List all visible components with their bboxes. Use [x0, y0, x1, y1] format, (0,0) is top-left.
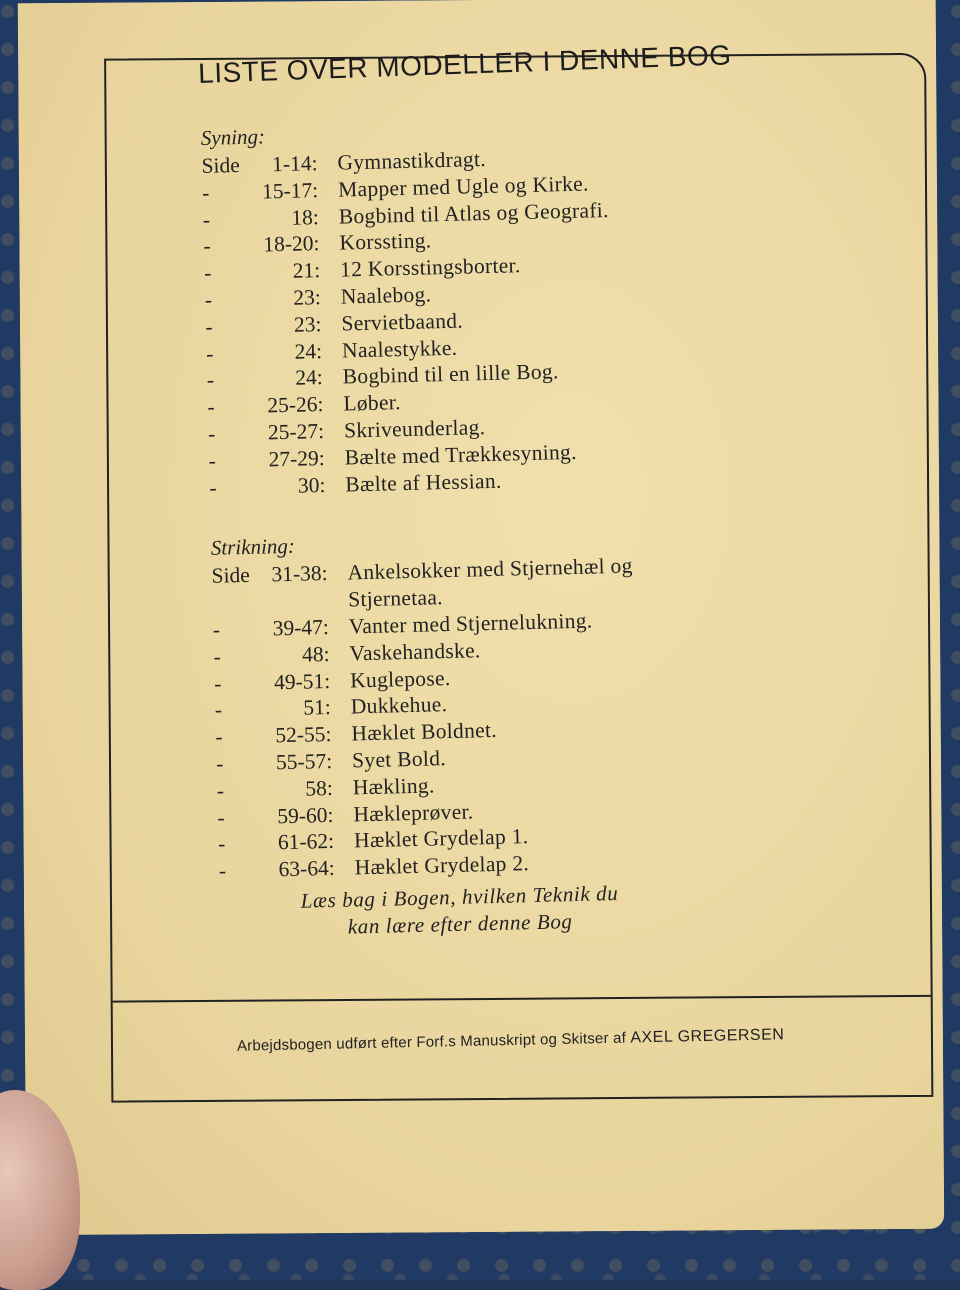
row-prefix: - [203, 234, 211, 259]
row-pages: 25-26: [266, 392, 324, 418]
row-prefix: - [204, 287, 213, 312]
row-model: Ankelsokker med Stjernehæl og [347, 553, 633, 585]
row-model: Hækleprøver. [353, 799, 474, 826]
row-pages: 51: [303, 695, 332, 720]
note-line: Læs bag i Bogen, hvilken Teknik du [300, 880, 619, 913]
row-model: Syet Bold. [351, 746, 447, 773]
row-prefix: - [215, 724, 223, 749]
row-model: Servietbaand. [341, 308, 464, 336]
row-pages: 24: [294, 338, 323, 364]
row-model: Hæklet Grydelap 2. [354, 851, 530, 880]
row-pages: 21: [292, 258, 321, 283]
row-pages: 15-17: [261, 177, 319, 204]
frame-divider [113, 995, 931, 1003]
row-prefix: - [217, 805, 225, 830]
row-prefix: - [209, 475, 217, 500]
row-pages: 63-64: [278, 856, 336, 882]
row-model: Bælte af Hessian. [345, 468, 502, 497]
row-prefix: - [207, 421, 216, 446]
row-pages: 58: [305, 775, 334, 801]
section-rows [201, 140, 769, 502]
row-pages: 59-60: [277, 802, 334, 828]
row-pages: 27-29: [268, 445, 326, 472]
row-pages: 61-62: [277, 829, 335, 855]
row-model: Skriveunderlag. [343, 415, 486, 443]
row-prefix: - [205, 341, 214, 366]
section-title: Strikning: [210, 534, 296, 561]
section-syning [201, 112, 770, 502]
row-prefix: - [213, 671, 222, 696]
technique-note [229, 878, 690, 943]
section-title: Syning: [200, 124, 266, 150]
row-pages: 18: [291, 204, 320, 230]
row-model: Vaskehandske. [349, 638, 481, 666]
row-prefix: - [218, 858, 227, 883]
note-line: kan lære efter denne Bog [347, 909, 573, 939]
row-prefix: - [214, 697, 223, 723]
row-model: Naalebog. [340, 282, 432, 309]
row-prefix: - [207, 394, 215, 420]
row-pages: 1-14: [271, 151, 318, 177]
row-pages: 23: [293, 311, 322, 337]
credit-name: AXEL GREGERSEN [630, 1026, 785, 1047]
row-model: Kuglepose. [349, 665, 451, 692]
row-pages: 31-38: [271, 561, 328, 587]
section-strikning [211, 523, 779, 886]
row-prefix: - [202, 207, 211, 232]
row-pages: 30: [297, 472, 326, 498]
credit-text: Arbejdsbogen udført efter Forf.s Manuskript og Skitser af [236, 1029, 627, 1055]
row-prefix: - [217, 831, 226, 857]
row-prefix: Side [201, 153, 241, 178]
row-model: Bogbind til en lille Bog. [342, 359, 559, 389]
row-model: Dukkehue. [350, 692, 448, 719]
row-model: Hæklet Boldnet. [351, 718, 498, 746]
row-model: Hæklet Grydelap 1. [353, 824, 529, 853]
row-pages: 55-57: [275, 748, 333, 775]
row-model: Korssting. [339, 228, 432, 255]
row-prefix: - [201, 180, 210, 205]
row-pages: 25-27: [267, 418, 325, 445]
row-pages: 24: [294, 365, 324, 391]
row-pages: 18-20: [263, 231, 320, 257]
row-model: Bælte med Trækkesyning. [344, 439, 578, 470]
row-prefix: - [208, 448, 217, 473]
row-prefix: - [212, 617, 221, 642]
row-model: Mapper med Ugle og Kirke. [337, 171, 589, 202]
row-prefix: - [215, 751, 224, 776]
row-prefix: - [205, 314, 213, 339]
row-model: Bogbind til Atlas og Geografi. [338, 197, 609, 229]
row-prefix: Side [211, 563, 251, 589]
row-model: Stjernetaa. [347, 585, 444, 612]
row-model: Gymnastikdragt. [337, 146, 487, 175]
row-prefix: - [206, 368, 215, 393]
row-pages: 39-47: [272, 614, 330, 641]
book-page [18, 0, 945, 1235]
row-pages: 48: [301, 641, 330, 667]
row-pages: 49-51: [273, 668, 331, 694]
row-prefix: - [213, 644, 222, 669]
row-model: Hækling. [352, 773, 435, 800]
row-model: Vanter med Stjernelukning. [348, 608, 593, 639]
row-pages: 23: [293, 285, 322, 310]
row-model: Løber. [343, 390, 402, 416]
row-prefix: - [203, 260, 212, 286]
row-prefix: - [216, 778, 225, 803]
row-pages: 52-55: [275, 722, 332, 748]
section-rows [211, 550, 779, 885]
row-model: 12 Korsstingsborter. [339, 253, 521, 282]
model-list [201, 112, 781, 943]
page-title: LISTE OVER MODELLER I DENNE BOG [197, 39, 733, 89]
row-model: Naalestykke. [341, 335, 458, 363]
